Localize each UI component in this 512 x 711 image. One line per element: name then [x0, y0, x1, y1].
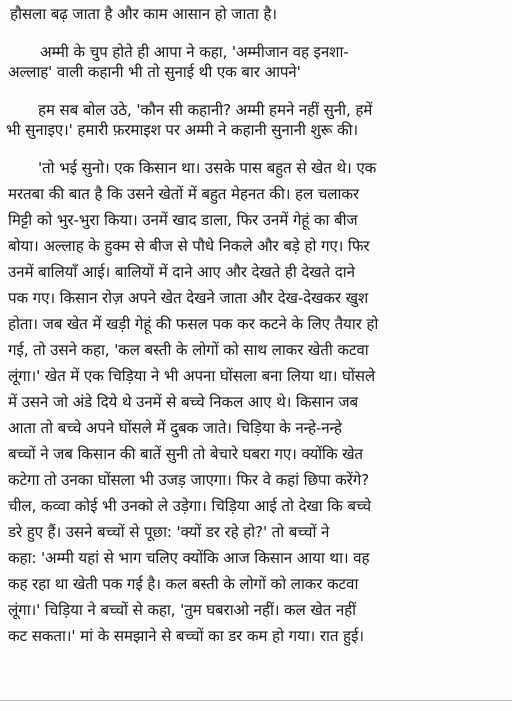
paragraph-4-line-18: लूंगा।' चिड़िया ने बच्चों से कहा, 'तुम घबराओ नहीं। कल खेत नहीं [8, 601, 356, 619]
paragraph-2-line-2: अल्लाह' वाली कहानी भी तो सुनाई थी एक बार आपने' [8, 63, 301, 81]
paragraph-4-line-7: होता। जब खेत में खड़ी गेहूं की फसल पक कर कटने के लिए तैयार हो [8, 315, 379, 333]
paragraph-4-line-15: डरे हुए हैं। उसने बच्चों से पूछा: 'क्यों डर रहे हो?' तो बच्चों ने [8, 523, 330, 541]
paragraph-4-line-12: बच्चों ने जब किसान की बातें सुनी तो बेचारे घबरा गए। क्योंकि खेत [8, 445, 363, 463]
paragraph-4-line-9: लूंगा।' खेत में एक चिड़िया ने भी अपना घोंसला बना लिया था। घोंसले [8, 367, 376, 385]
paragraph-4-line-8: गई, तो उसने कहा, 'कल बस्ती के लोगों को साथ लाकर खेती कटवा [8, 341, 369, 359]
paragraph-3-line-2: भी सुनाइए।' हमारी फ़रमाइश पर अम्मी ने कहानी सुनानी शुरू की। [6, 121, 359, 139]
page-bottom-divider [0, 700, 512, 701]
paragraph-4-line-4: बोया। अल्लाह के हुक्म से बीज से पौधे निकले और बड़े हो गए। फिर [8, 237, 370, 255]
paragraph-4-line-19: कट सकता।' मां के समझाने से बच्चों का डर कम हो गया। रात हुई। [8, 627, 364, 645]
paragraph-1-line-1: हौसला बढ़ जाता है और काम आसान हो जाता है। [10, 5, 277, 23]
paragraph-4-line-16: कहा: 'अम्मी यहां से भाग चलिए क्योंकि आज किसान आया था। वह [8, 549, 370, 567]
paragraph-4-line-5: उनमें बालियाँ आई। बालियों में दाने आए और देखते ही देखते दाने [8, 263, 355, 281]
paragraph-4-line-3: मिट्टी को भुर-भुरा किया। उनमें खाद डाला, फिर उनमें गेहूं का बीज [8, 211, 358, 229]
paragraph-2-line-1: अम्मी के चुप होते ही आपा ने कहा, 'अम्मीजान वह इनशा- [40, 43, 349, 61]
paragraph-4-line-10: में उसने जो अंडे दिये थे उनमें से बच्चे निकल आए थे। किसान जब [8, 393, 359, 411]
paragraph-4-line-11: आता तो बच्चे अपने घोंसले में दुबक जाते। चिड़िया के नन्हे-नन्हे [8, 419, 342, 437]
paragraph-4-line-14: चील, कव्वा कोई भी उनको ले उड़ेगा। चिड़िया आई तो देखा कि बच्चे [8, 497, 371, 515]
paragraph-4-line-6: पक गए। किसान रोज़ अपने खेत देखने जाता और देख-देखकर खुश [8, 289, 369, 307]
paragraph-4-line-17: कह रहा था खेती पक गई है। कल बस्ती के लोगों को लाकर कटवा [8, 575, 359, 593]
paragraph-3-line-1: हम सब बोल उठे, 'कौन सी कहानी? अम्मी हमने नहीं सुनी, हमें [38, 101, 373, 119]
paragraph-4-line-13: कटेगा तो उनका घोंसला भी उजड़ जाएगा। फिर वे कहां छिपा करेंगे? [8, 471, 370, 489]
paragraph-4-line-1: 'तो भई सुनो। एक किसान था। उसके पास बहुत से खेत थे। एक [38, 159, 377, 177]
paragraph-4-line-2: मरतबा की बात है कि उसने खेतों में बहुत मेहनत की। हल चलाकर [8, 185, 359, 203]
